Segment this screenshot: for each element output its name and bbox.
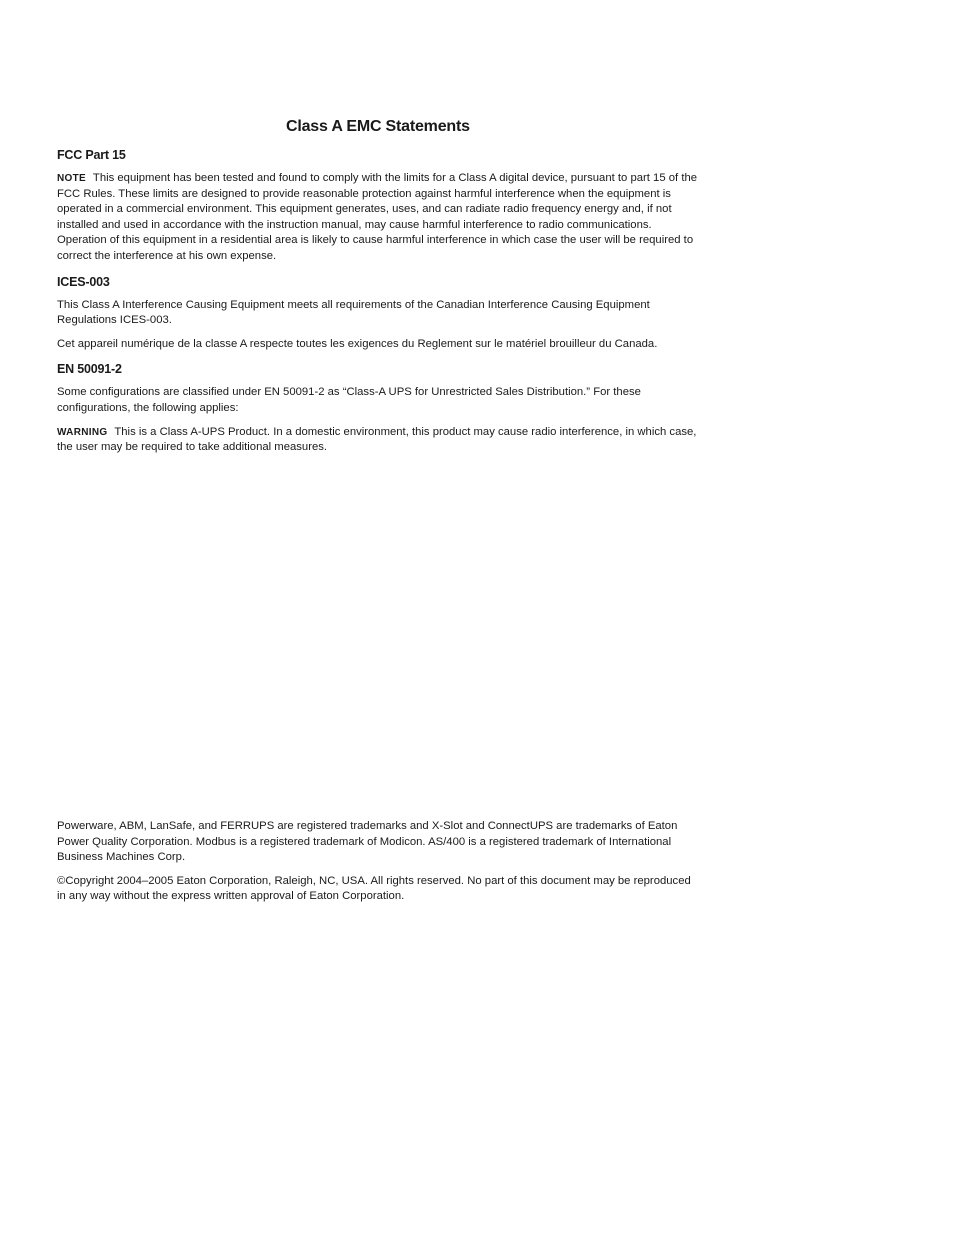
en-intro-paragraph: Some configurations are classified under EN 50091-2 as “Class-A UPS for Unrestricted Sales Distribution.” For these configurations, the following applies: xyxy=(57,386,641,414)
copyright-paragraph: ©Copyright 2004–2005 Eaton Corporation, Raleigh, NC, USA. All rights reserved. No part of this document may be reproduced in any way without the express written approval of Eaton Corporation. xyxy=(57,874,691,903)
en-warning-paragraph xyxy=(57,425,702,456)
page-content xyxy=(57,116,702,464)
fcc-note-paragraph xyxy=(57,171,702,265)
section-heading-ices: ICES-003 xyxy=(57,274,110,289)
fcc-note-text: This equipment has been tested and found to comply with the limits for a Class A digital device, pursuant to part 15 of the FCC Rules. These limits are designed to provide reasonable protection against harmful interference when the equipment is operated in a commercial environment. This equipment generates, uses, and can radiate radio frequency energy and, if not installed and used in accordance with the instruction manual, may cause harmful interference to radio communications. Operation of this equipment in a residential area is likely to cause harmful interference in which case the user will be required to correct the interference at his own expense. xyxy=(57,172,698,262)
ices-french-paragraph: Cet appareil numérique de la classe A respecte toutes les exigences du Reglement sur le matériel brouilleur du Canada. xyxy=(57,337,658,350)
ices-english-paragraph: This Class A Interference Causing Equipment meets all requirements of the Canadian Interference Causing Equipment Regulations ICES-003. xyxy=(57,298,650,327)
section-ices-003 xyxy=(57,274,702,353)
section-heading-fcc: FCC Part 15 xyxy=(57,148,126,162)
en-warning-text: This is a Class A-UPS Product. In a domestic environment, this product may cause radio interference, in which case, the user may be required to take additional measures. xyxy=(57,425,697,454)
warning-label: WARNING xyxy=(57,426,108,438)
section-heading-en: EN 50091-2 xyxy=(57,362,122,377)
trademarks-paragraph: Powerware, ABM, LanSafe, and FERRUPS are registered trademarks and X-Slot and ConnectUPS are trademarks of Eaton Power Quality Corporation. Modbus is a registered trademark of Modicon. AS/400 is a registered trademark of International Business Machines Corp. xyxy=(57,820,678,864)
section-en-50091-2 xyxy=(57,361,702,455)
section-fcc-part-15 xyxy=(57,147,702,265)
note-label: NOTE xyxy=(57,173,86,184)
footer xyxy=(57,819,702,913)
page-title: Class A EMC Statements xyxy=(286,118,470,135)
